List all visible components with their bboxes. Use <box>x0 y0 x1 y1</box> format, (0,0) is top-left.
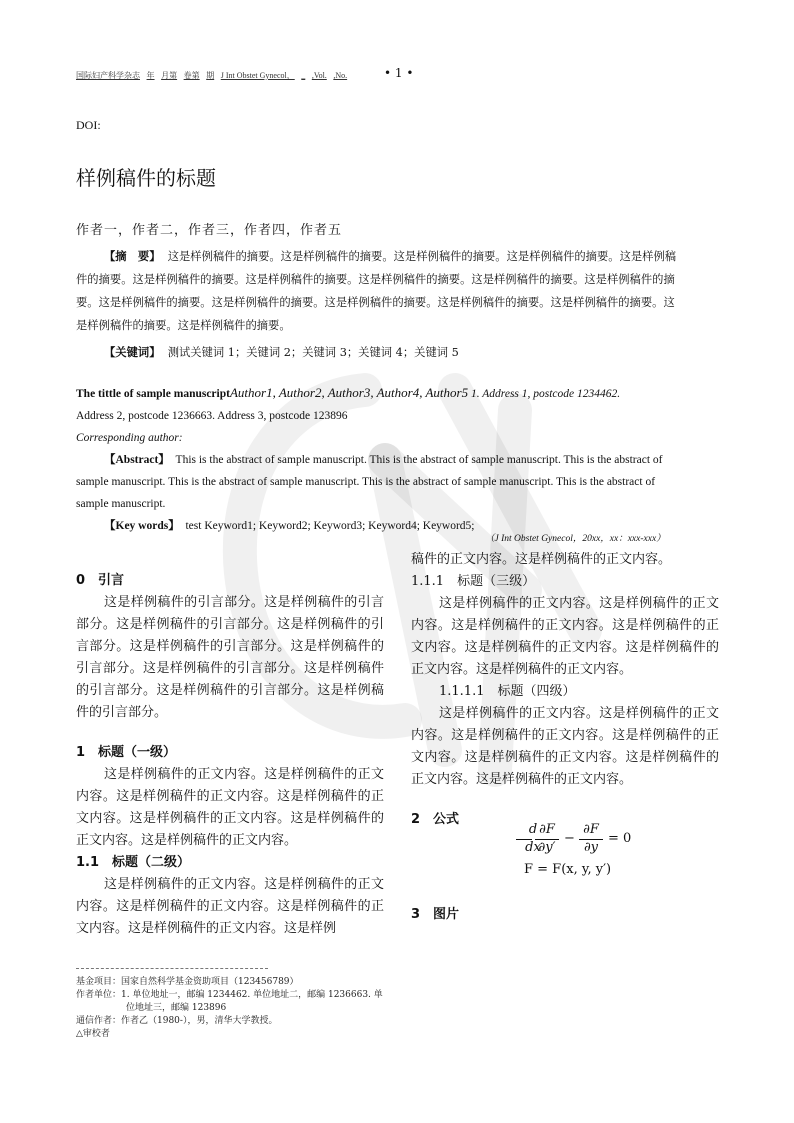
header-no: ,No. <box>333 71 348 80</box>
article-title: 样例稿件的标题 <box>76 166 216 190</box>
footnotes <box>76 976 406 1041</box>
section-1-1-1-1-heading: 1.1.1.1 标题（四级） <box>439 684 576 699</box>
section-1-text: 这是样例稿件的正文内容。这是样例稿件的正文内容。这是样例稿件的正文内容。这是样例稿件的正文内容。这是样例稿件的正文内容。这是样例稿件的正文内容。这是样例稿件的正文内容。 <box>76 767 384 848</box>
abstract-en <box>76 449 678 515</box>
keywords-en-text: test Keyword1; Keyword2; Keyword3; Keyword4; Keyword5; <box>185 520 475 532</box>
running-header <box>76 70 351 81</box>
header-volume: 卷第 <box>183 71 200 80</box>
citation-line: （J Int Obstet Gynecol，20xx，xx：xxx-xxx） <box>485 534 666 544</box>
english-authors: Author1, Author2, Author3, Author4, Author5 <box>229 385 469 400</box>
section-0-text: 这是样例稿件的引言部分。这是样例稿件的引言部分。这是样例稿件的引言部分。这是样例稿件的引言部分。这是样例稿件的引言部分。这是样例稿件的引言部分。这是样例稿件的引言部分。这是样例稿件的引言部分。这是样例稿件的引言部分。这是样例稿件的引言部分。 <box>76 595 384 720</box>
doi-label: DOI: <box>76 118 101 132</box>
left-column <box>76 570 384 940</box>
english-block <box>76 382 678 537</box>
english-title: The tittle of sample manuscript <box>76 388 230 400</box>
euler-lagrange-equation: d dx ∂F ∂y′ − ∂F ∂y = 0 <box>516 822 656 860</box>
section-0-heading: 0 引言 <box>76 573 125 588</box>
abstract-en-label: 【Abstract】 <box>104 454 170 466</box>
footnote-corresponding: 通信作者：作者乙（1980-），男，清华大学教授。 <box>76 1016 278 1026</box>
abstract-cn <box>76 245 678 337</box>
page-number: • 1 • <box>384 66 414 80</box>
author-list: 作者一，作者二，作者三，作者四，作者五 <box>76 223 343 238</box>
section-1-1-text: 这是样例稿件的正文内容。这是样例稿件的正文内容。这是样例稿件的正文内容。这是样例稿件的正文内容。这是样例稿件的正文内容。这是样例 <box>76 877 384 936</box>
header-vol: ,Vol. <box>311 71 327 80</box>
section-3-heading: 3 图片 <box>411 907 460 922</box>
header-month: 月第 <box>161 71 178 80</box>
abstract-cn-label: 【摘 要】 <box>104 249 161 263</box>
section-2-heading: 2 公式 <box>411 812 460 827</box>
english-address-1: 1. Address 1, postcode 1234462. <box>470 388 621 400</box>
footnote-unit: 作者单位：1. 单位地址一，邮编 1234462. 单位地址二，邮编 1236663. 单 <box>76 990 383 1000</box>
abstract-cn-text: 这是样例稿件的摘要。这是样例稿件的摘要。这是样例稿件的摘要。这是样例稿件的摘要。这是样例稿件的摘要。这是样例稿件的摘要。这是样例稿件的摘要。这是样例稿件的摘要。这是样例稿件的摘要。这是样例稿件的摘要。这是样例稿件的摘要。这是样例稿件的摘要。这是样例稿件的摘要。这是样例稿件的摘要。这是样例稿件的摘要。这是样例稿件的摘要。这是样例稿件的摘要。 <box>76 250 677 332</box>
header-period: 期 <box>206 71 215 80</box>
section-1-1-1-text: 这是样例稿件的正文内容。这是样例稿件的正文内容。这是样例稿件的正文内容。这是样例稿件的正文内容。这是样例稿件的正文内容。这是样例稿件的正文内容。这是样例稿件的正文内容。 <box>411 596 719 677</box>
footnote-fund: 基金项目：国家自然科学基金资助项目（123456789） <box>76 977 299 987</box>
english-address-rest: Address 2, postcode 1236663. Address 3, postcode 123896 <box>76 410 348 422</box>
section-1-1-1-1-text: 这是样例稿件的正文内容。这是样例稿件的正文内容。这是样例稿件的正文内容。这是样例稿件的正文内容。这是样例稿件的正文内容。这是样例稿件的正文内容。这是样例稿件的正文内容。 <box>411 706 719 787</box>
corresponding-author-en: Corresponding author: <box>76 432 183 444</box>
keywords-cn <box>76 341 678 364</box>
header-blank: _ <box>301 71 306 80</box>
header-journal-cn: 国际妇产科学杂志 <box>76 71 140 80</box>
keywords-cn-text: 测试关键词 1；关键词 2；关键词 3；关键词 4；关键词 5 <box>167 346 459 359</box>
header-year: 年 <box>146 71 155 80</box>
function-definition: F = F(x, y, y′) <box>524 862 612 877</box>
right-column <box>411 549 719 831</box>
footnote-reviewer: △审校者 <box>76 1029 110 1039</box>
keywords-cn-label: 【关键词】 <box>104 345 161 359</box>
header-journal-en: J Int Obstet Gynecol， <box>220 71 295 80</box>
keywords-en-label: 【Key words】 <box>104 520 180 532</box>
footnote-unit-cont: 位地址三，邮编 123896 <box>126 1003 227 1013</box>
abstract-en-text: This is the abstract of sample manuscript. This is the abstract of sample manuscript. This is the abstract of sample manuscript. This is the abstract of sample manuscript. This is the abstract of sample manuscript. This is the abstract of sample manuscript. <box>76 454 663 510</box>
section-1-1-heading: 1.1 标题（二级） <box>76 855 191 870</box>
continued-text: 稿件的正文内容。这是样例稿件的正文内容。 <box>411 552 672 567</box>
footnote-divider <box>76 968 268 969</box>
section-1-heading: 1 标题（一级） <box>76 745 177 760</box>
section-1-1-1-heading: 1.1.1 标题（三级） <box>411 574 536 589</box>
